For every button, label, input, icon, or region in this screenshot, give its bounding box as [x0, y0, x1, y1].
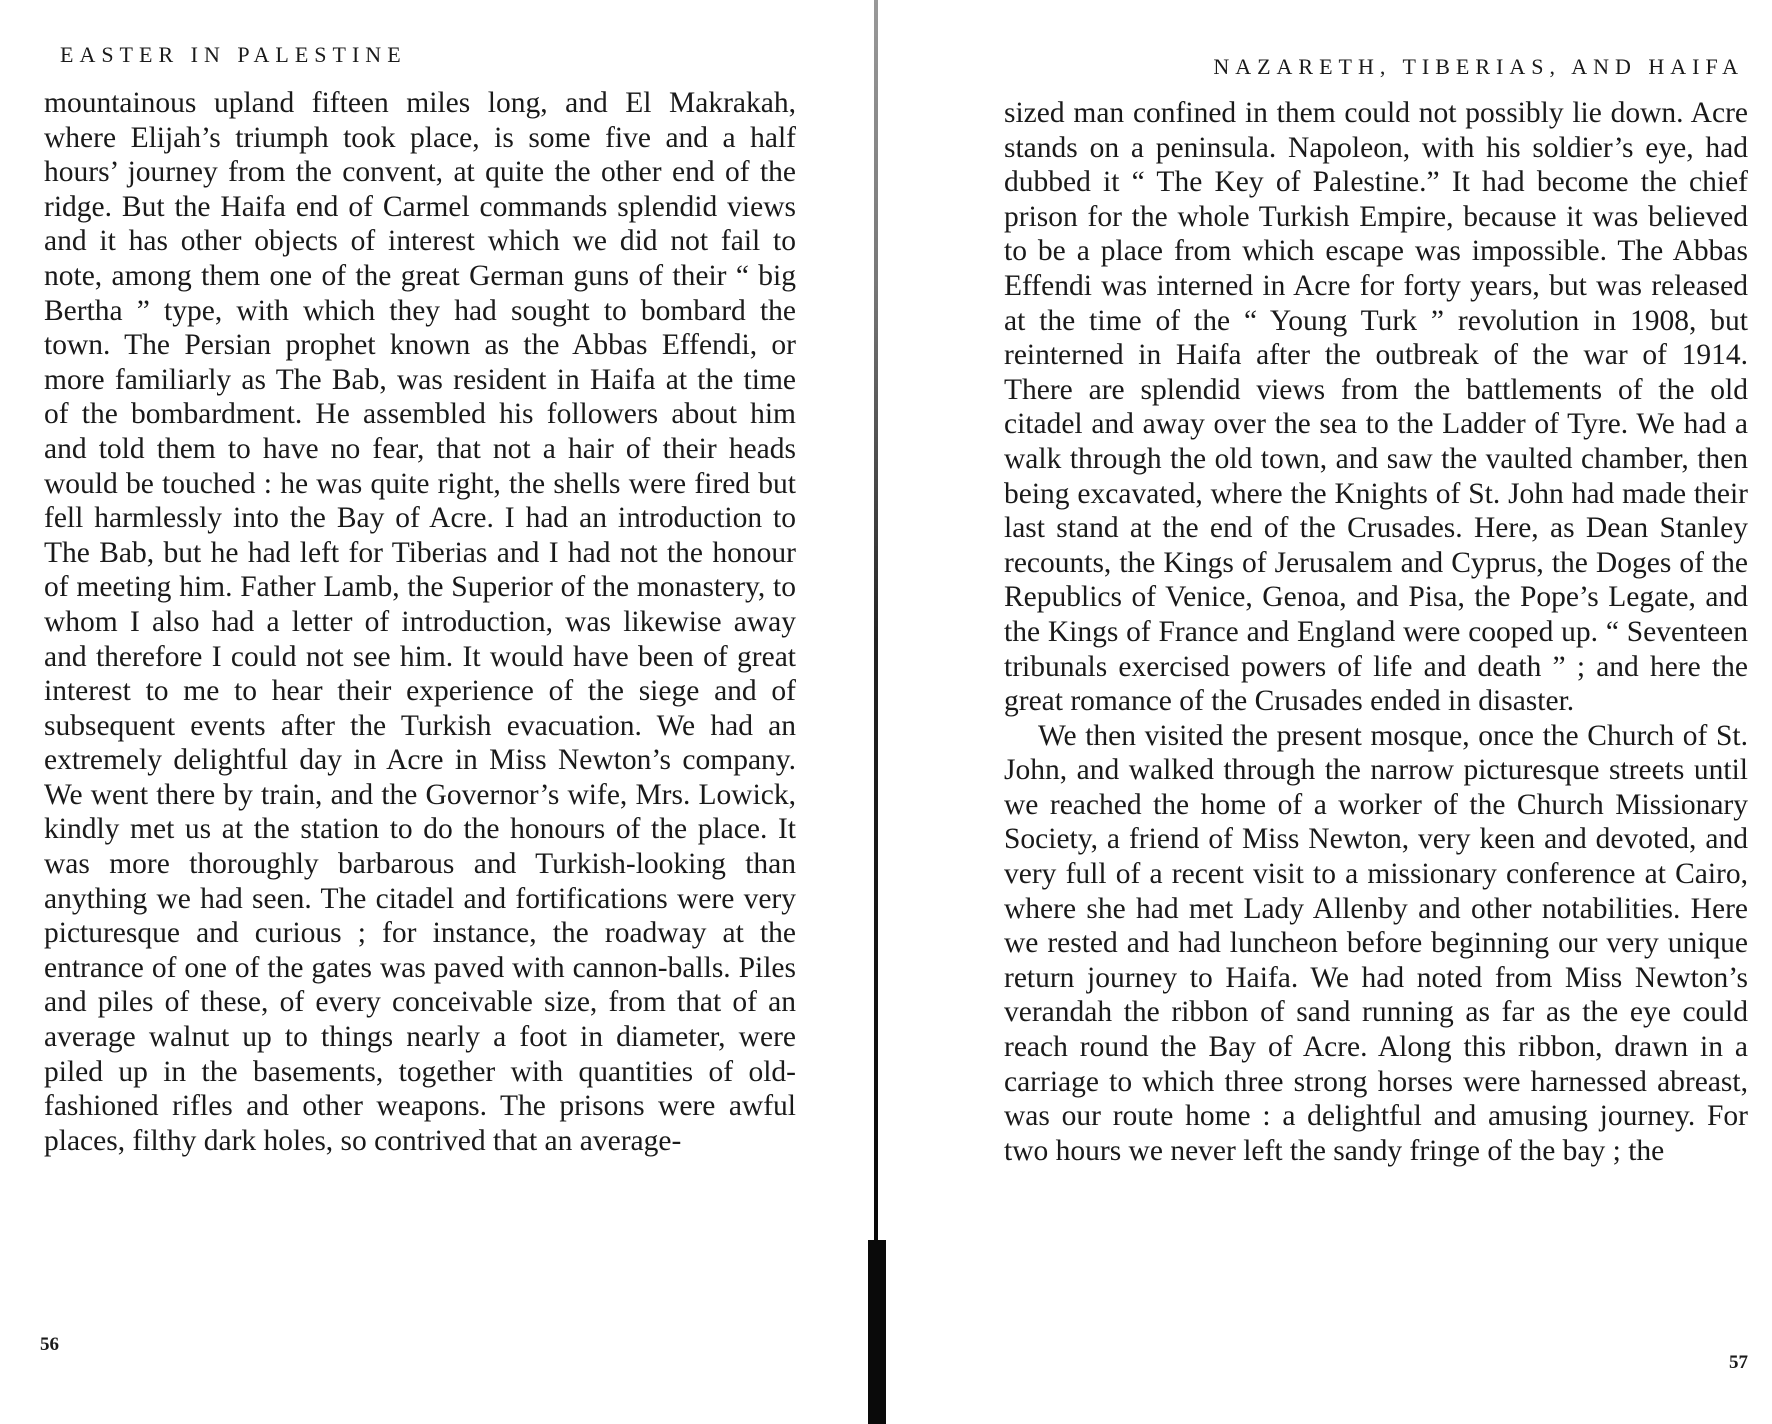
left-body-text [44, 86, 796, 1158]
left-running-head: EASTER IN PALESTINE [60, 42, 407, 67]
right-paragraph-1: sized man confined in them could not possibly lie down. Acre stands on a peninsula. Napoleon, with his soldier’s eye, had dubbed it “ The Key of Palestine.” It had become the chief prison for the whole Turkish Empire, because it was believed to be a place from which escape was impossible. The Abbas Effendi was interned in Acre for forty years, but was released at the time of the “ Young Turk ” revolution in 1908, but reinterned in Haifa after the outbreak of the war of 1914. There are splendid views from the battlements of the old citadel and away over the sea to the Ladder of Tyre. We had a walk through the old town, and saw the vaulted chamber, then being excavated, where the Knights of St. John had made their last stand at the end of the Crusades. Here, as Dean Stanley recounts, the Kings of Jerusalem and Cyprus, the Doges of the Republics of Venice, Genoa, and Pisa, the Pope’s Legate, and the Kings of France and England were cooped up. “ Seventeen tribunals exercised powers of life and death ” ; and here the great romance of the Crusades ended in disaster. [1004, 97, 1748, 718]
gutter-line [874, 0, 878, 1424]
left-page-number: 56 [40, 1334, 59, 1355]
right-paragraph-2: We then visited the present mosque, once the Church of St. John, and walked through the narrow picturesque streets until we reached the home of a worker of the Church Missionary Society, a friend of Miss Newton, very keen and devoted, and very full of a recent visit to a missionary conference at Cairo, where she had met Lady Allenby and other notabilities. Here we rested and had luncheon before beginning our very unique return journey to Haifa. We had noted from Miss Newton’s verandah the ribbon of sand running as far as the eye could reach round the Bay of Acre. Along this ribbon, drawn in a carriage to which three strong horses were harnessed abreast, was our route home : a delightful and amusing journey. For two hours we never left the sandy fringe of the bay ; the [1004, 719, 1748, 1167]
right-page-number: 57 [1729, 1352, 1748, 1373]
right-page [892, 0, 1772, 1424]
gutter-shadow [868, 1240, 886, 1424]
left-paragraph-1: mountainous upland fifteen miles long, and El Makrakah, where Elijah’s triumph took place, is some five and a half hours’ journey from the convent, at quite the other end of the ridge. But the Haifa end of Carmel commands splendid views and it has other objects of interest which we did not fail to note, among them one of the great German guns of their “ big Bertha ” type, with which they had sought to bombard the town. The Persian prophet known as the Abbas Effendi, or more familiarly as The Bab, was resident in Haifa at the time of the bombardment. He assembled his followers about him and told them to have no fear, that not a hair of their heads would be touched : he was quite right, the shells were fired but fell harmlessly into the Bay of Acre. I had an introduction to The Bab, but he had left for Tiberias and I had not the honour of meeting him. Father Lamb, the Superior of the monastery, to whom I also had a letter of introduction, was likewise away and therefore I could not see him. It would have been of great interest to me to hear their experience of the siege and of subsequent events after the Turkish evacuation. We had an extremely delightful day in Acre in Miss Newton’s company. We went there by train, and the Governor’s wife, Mrs. Lowick, kindly met us at the station to do the honours of the place. It was more thoroughly barbarous and Turkish-looking than anything we had seen. The citadel and fortifications were very picturesque and curious ; for instance, the roadway at the entrance of one of the gates was paved with cannon-balls. Piles and piles of these, of every conceivable size, from that of an average walnut up to things nearly a foot in diameter, were piled up in the basements, together with quantities of old-fashioned rifles and other weapons. The prisons were awful places, filthy dark holes, so contrived that an average- [44, 87, 796, 1157]
right-running-head: NAZARETH, TIBERIAS, AND HAIFA [1213, 54, 1744, 79]
right-body-text [1004, 96, 1748, 1168]
left-page [0, 0, 880, 1424]
book-gutter [858, 0, 892, 1424]
